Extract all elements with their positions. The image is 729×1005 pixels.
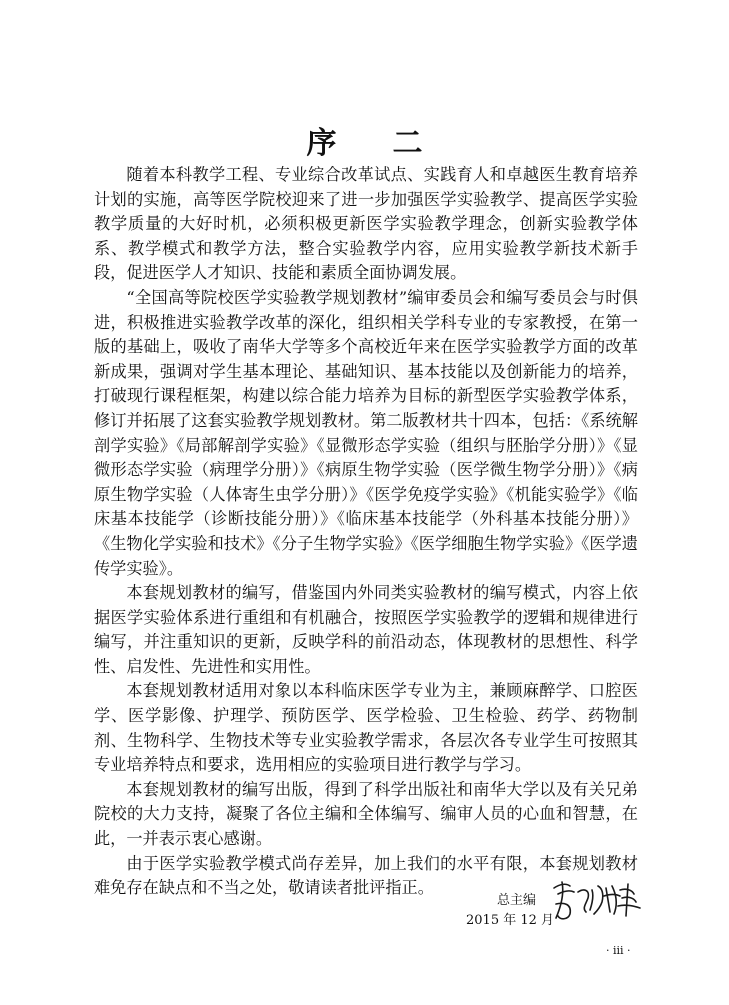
preface-body (94, 163, 638, 901)
title-char-2: 二 (392, 126, 423, 161)
paragraph-3: 本套规划教材的编写，借鉴国内外同类实验教材的编写模式，内容上依据医学实验体系进行重组和有机融合，按照医学实验教学的逻辑和规律进行编写，并注重知识的更新，反映学科的前沿动态，体现教材的思想性、科学性、启发性、先进性和实用性。 (94, 583, 638, 676)
handwritten-signature (548, 874, 644, 928)
paragraph-5: 本套规划教材的编写出版，得到了科学出版社和南华大学以及有关兄弟院校的大力支持，凝聚了各位主编和全体编写、编审人员的心血和智慧，在此，一并表示衷心感谢。 (94, 779, 638, 849)
paragraph-4: 本套规划教材适用对象以本科临床医学专业为主，兼顾麻醉学、口腔医学、医学影像、护理学、预防医学、医学检验、卫生检验、药学、药物制剂、生物科学、生物技术等专业实验教学需求，各层次各专业学生可按照其专业培养特点和要求，选用相应的实验项目进行教学与学习。 (94, 681, 638, 775)
signoff-date: 2015 年 12 月 (466, 913, 555, 928)
paragraph-1: 随着本科教学工程、专业综合改革试点、实践育人和卓越医生教育培养计划的实施，高等医学院校迎来了进一步加强医学实验教学、提高医学实验教学质量的大好时机，必须积极更新医学实验教学理念，创新实验教学体系、教学模式和教学方法，整合实验教学内容，应用实验教学新技术新手段，促进医学人才知识、技能和素质全面协调发展。 (94, 165, 638, 283)
title-char-1: 序 (306, 126, 337, 161)
page-number: · iii · (606, 944, 631, 957)
paragraph-2: “全国高等院校医学实验教学规划教材”编审委员会和编写委员会与时俱进，积极推进实验教学改革的深化，组织相关学科专业的专家教授，在第一版的基础上，吸收了南华大学等多个高校近年来在医学实验教学方面的改革新成果，强调对学生基本理论、基础知识、基本技能以及创新能力的培养，打破现行课程框架，构建以综合能力培养为目标的新型医学实验教学体系，修订并拓展了这套实验教学规划教材。第二版教材共十四本，包括：《系统解剖学实验》《局部解剖学实验》《显微形态学实验（组织与胚胎学分册）》《显微形态学实验（病理学分册）》《病原生物学实验（医学微生物学分册）》《病原生物学实验（人体寄生虫学分册）》《医学免疫学实验》《机能实验学》《临床基本技能学（诊断技能分册）》《临床基本技能学（外科基本技能分册）》《生物化学实验和技术》《分子生物学实验》《医学细胞生物学实验》《医学遗传学实验》。 (94, 287, 638, 578)
signoff-role: 总主编 (497, 893, 537, 908)
page-title (0, 126, 729, 162)
paragraph-6: 由于医学实验教学模式尚存差异，加上我们的水平有限，本套规划教材难免存在缺点和不当之处，敬请读者批评指正。 (94, 853, 638, 898)
